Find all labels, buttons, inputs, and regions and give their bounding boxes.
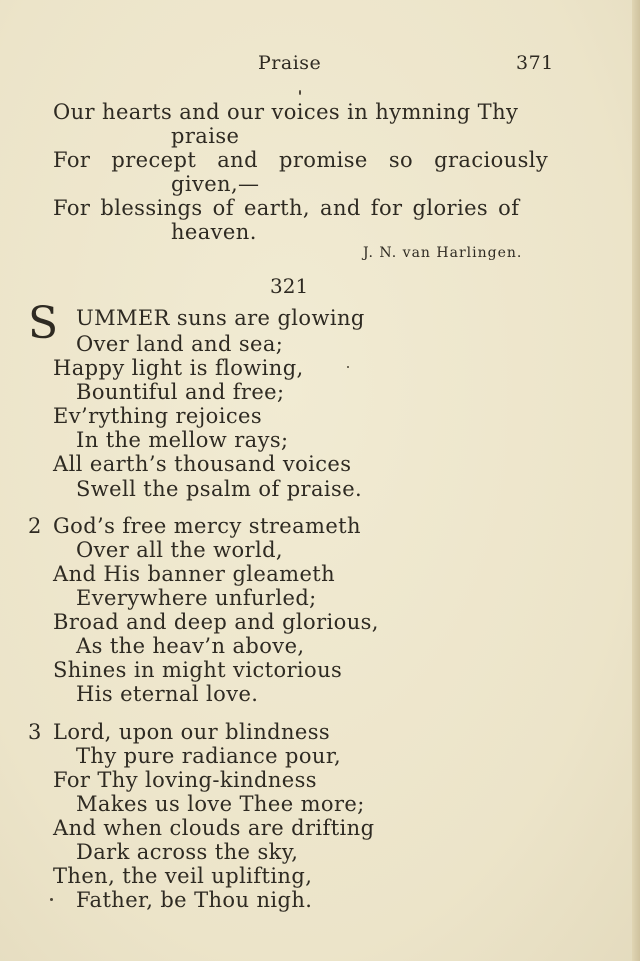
stanza-2-line: As the heav’n above, [76, 634, 305, 658]
page-number: 371 [516, 52, 554, 74]
stanza-1-line: Swell the psalm of praise. [76, 477, 363, 501]
hymn-number: 321 [270, 274, 309, 298]
hymn-first-line: UMMER suns are glowing [76, 306, 365, 330]
stanza-1-line: Ev’rything rejoices [53, 404, 262, 428]
stanza-1-line: All earth’s thousand voices [53, 452, 352, 476]
stanza-3-line: And when clouds are drifting [53, 816, 375, 840]
stanza-1-line: Bountiful and free; [76, 380, 285, 404]
stanza-1-line: Happy light is flowing, [53, 356, 304, 380]
stanza-3-line: Thy pure radiance pour, [76, 744, 342, 768]
stanza-2-line: Shines in might victorious [53, 658, 343, 682]
stanza-2-line: God’s free mercy streameth [53, 514, 361, 538]
stanza-3-line: Lord, upon our blindness [53, 720, 331, 744]
stanza-2-line: And His banner gleameth [53, 562, 336, 586]
hymn-author: J. N. van Harlingen. [363, 245, 523, 261]
prev-hymn-line: For precept and promise so graciously [53, 148, 549, 172]
prev-hymn-line: given,— [171, 172, 260, 196]
drop-cap: S [28, 298, 59, 349]
stanza-3-number: 3 [28, 720, 42, 744]
stanza-2-number: 2 [28, 514, 42, 538]
ink-speck [50, 898, 53, 901]
ink-speck [299, 90, 301, 95]
prev-hymn-line: Our hearts and our voices in hymning Thy [53, 100, 519, 124]
stanza-1-line: In the mellow rays; [76, 428, 289, 452]
stanza-2-line: His eternal love. [76, 682, 259, 706]
prev-hymn-line: praise [171, 124, 240, 148]
page-edge [632, 0, 640, 961]
stanza-3-line: Then, the veil uplifting, [53, 864, 313, 888]
stanza-3-line: Makes us love Thee more; [76, 792, 365, 816]
ink-speck [347, 366, 349, 368]
stanza-2-line: Everywhere unfurled; [76, 586, 317, 610]
stanza-3-line: Father, be Thou nigh. [76, 888, 313, 912]
prev-hymn-line: For blessings of earth, and for glories of [53, 196, 520, 220]
stanza-3-line: For Thy loving-kindness [53, 768, 317, 792]
stanza-3-line: Dark across the sky, [76, 840, 299, 864]
stanza-2-line: Over all the world, [76, 538, 284, 562]
section-title: Praise [258, 52, 322, 74]
prev-hymn-line: heaven. [171, 220, 257, 244]
stanza-1-line: Over land and sea; [76, 332, 284, 356]
stanza-2-line: Broad and deep and glorious, [53, 610, 379, 634]
